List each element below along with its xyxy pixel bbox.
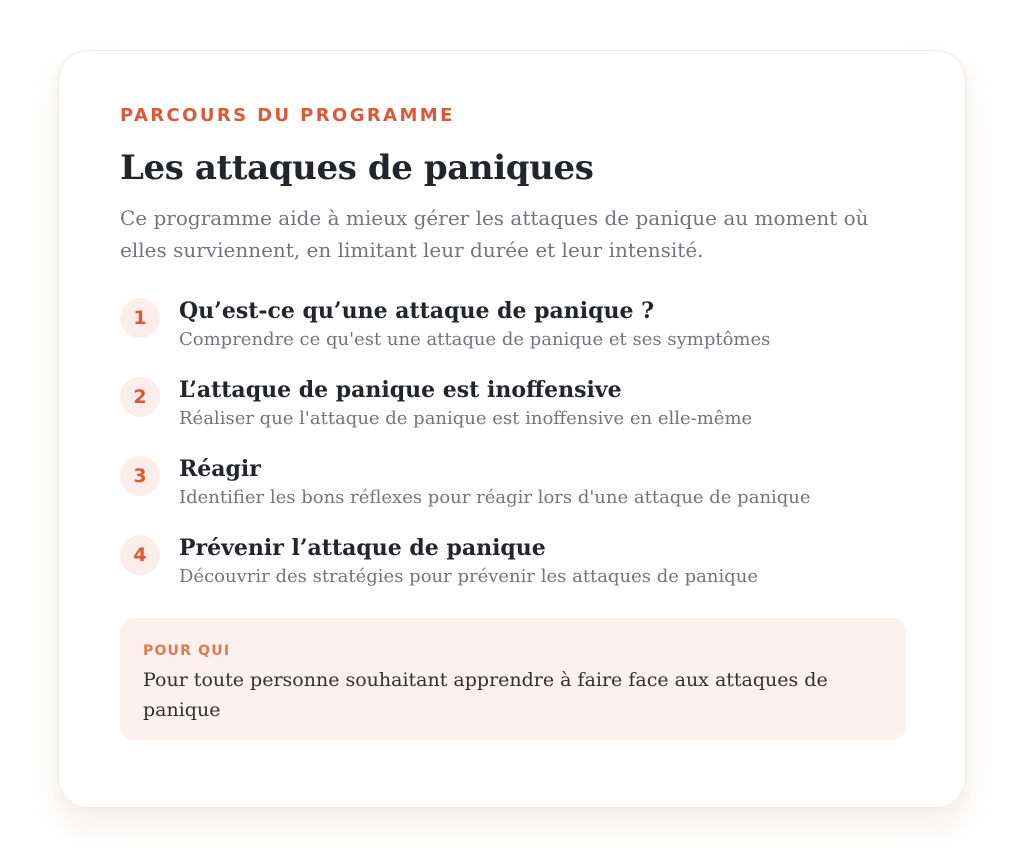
- program-card: [58, 50, 966, 808]
- audience-description: Pour toute personne souhaitant apprendre à faire face aux attaques de panique: [143, 669, 828, 721]
- program-step-3: [120, 456, 880, 514]
- program-step-4: [120, 535, 880, 593]
- step-title: Qu’est-ce qu’une attaque de panique ?: [179, 298, 655, 324]
- step-description: Identifier les bons réflexes pour réagir lors d'une attaque de panique: [179, 487, 811, 508]
- step-title: Réagir: [179, 456, 261, 482]
- step-title: L’attaque de panique est inoffensive: [179, 377, 622, 403]
- step-title: Prévenir l’attaque de panique: [179, 535, 546, 561]
- step-description: Réaliser que l'attaque de panique est inoffensive en elle-même: [179, 408, 753, 429]
- step-description: Comprendre ce qu'est une attaque de panique et ses symptômes: [179, 329, 771, 350]
- step-number-badge: 1: [120, 298, 160, 338]
- program-description: Ce programme aide à mieux gérer les attaques de panique au moment où elles surviennent, en limitant leur durée et leur intensité.: [120, 206, 869, 262]
- program-step-2: [120, 377, 880, 435]
- step-description: Découvrir des stratégies pour prévenir les attaques de panique: [179, 566, 759, 587]
- audience-panel: [120, 618, 906, 740]
- section-eyebrow: PARCOURS DU PROGRAMME: [120, 105, 455, 126]
- step-number-badge: 3: [120, 456, 160, 496]
- audience-label: POUR QUI: [143, 643, 231, 659]
- step-number-badge: 2: [120, 377, 160, 417]
- step-number-badge: 4: [120, 535, 160, 575]
- program-title: Les attaques de paniques: [120, 148, 594, 188]
- program-step-1: [120, 298, 880, 356]
